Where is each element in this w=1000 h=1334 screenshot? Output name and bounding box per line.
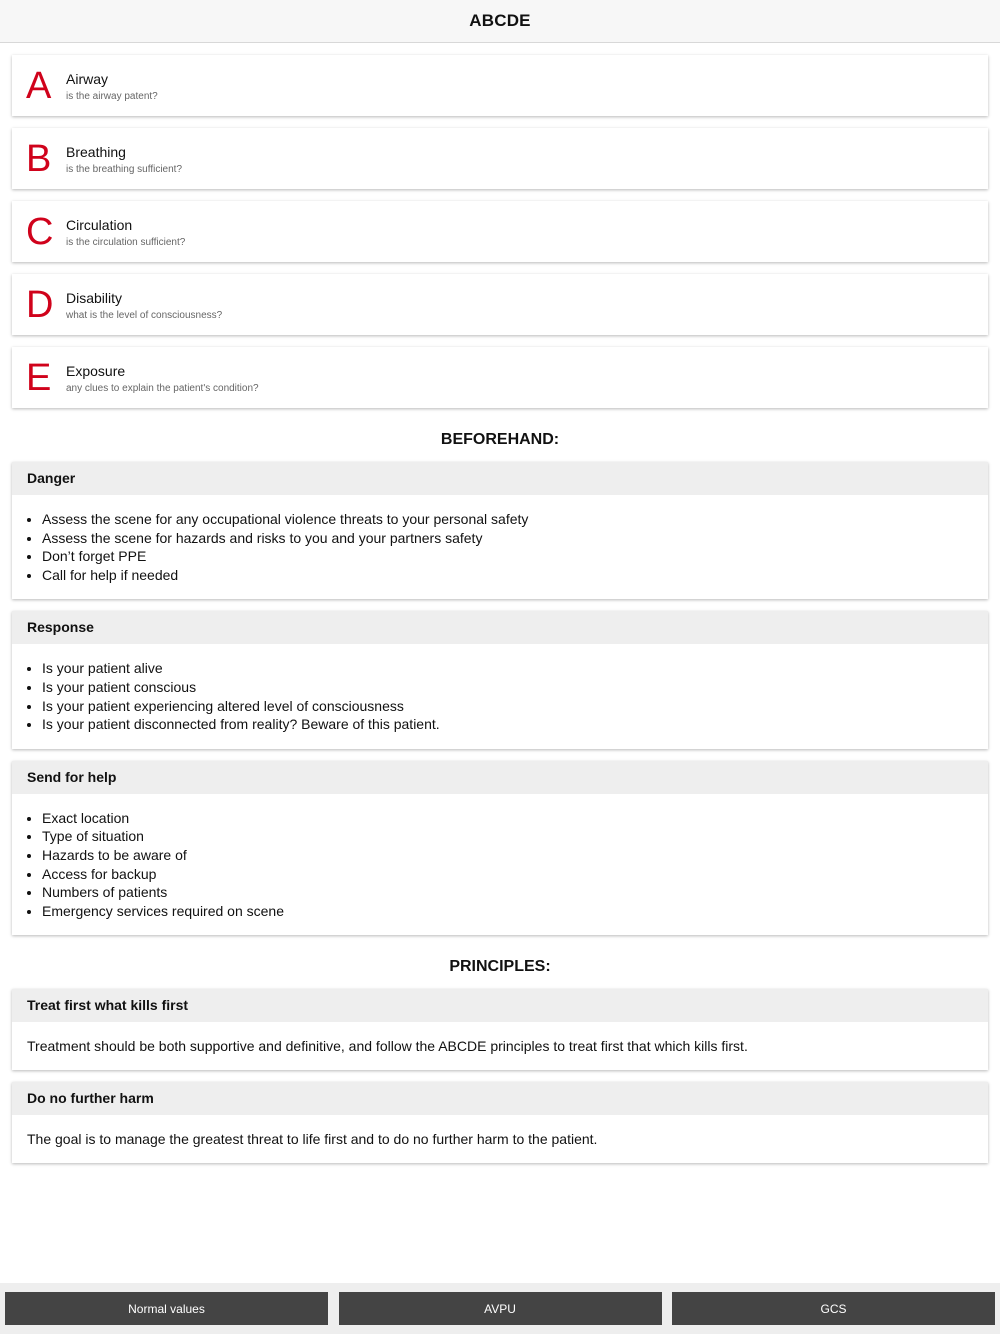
list-item: • Is your patient disconnected from reality? Beware of this patient. bbox=[42, 715, 988, 734]
list-item: • Is your patient alive bbox=[42, 659, 988, 678]
abcde-letter: D bbox=[26, 283, 54, 326]
abcde-description: is the breathing sufficient? bbox=[66, 164, 183, 175]
scroll-content[interactable] bbox=[12, 55, 988, 1175]
panel-danger bbox=[12, 462, 988, 599]
abcde-description: any clues to explain the patient's condition? bbox=[66, 383, 259, 394]
abcde-name: Circulation bbox=[66, 217, 133, 233]
abcde-card-disability[interactable] bbox=[12, 274, 988, 335]
list-item: • Numbers of patients bbox=[42, 883, 988, 902]
list-item: • Hazards to be aware of bbox=[42, 846, 988, 865]
abcde-description: is the airway patent? bbox=[66, 91, 158, 102]
list-item: • Is your patient experiencing altered level of consciousness bbox=[42, 697, 988, 716]
abcde-card-circulation[interactable] bbox=[12, 201, 988, 262]
abcde-card-exposure[interactable] bbox=[12, 347, 988, 408]
panel-title: Danger bbox=[12, 462, 988, 495]
abcde-description: is the circulation sufficient? bbox=[66, 237, 186, 248]
avpu-button[interactable]: AVPU bbox=[339, 1292, 662, 1325]
list-item: • Is your patient conscious bbox=[42, 678, 988, 697]
panel-list bbox=[12, 794, 988, 936]
abcde-letter: E bbox=[26, 356, 52, 399]
panel-text: The goal is to manage the greatest threat to life first and to do no further harm to the patient. bbox=[27, 1131, 598, 1148]
abcde-texts bbox=[66, 215, 185, 248]
panel-no-further-harm bbox=[12, 1082, 988, 1163]
bottom-toolbar bbox=[0, 1283, 1000, 1334]
navigation-bar bbox=[0, 0, 1000, 43]
list-item: • Exact location bbox=[42, 809, 988, 828]
list-item: • Emergency services required on scene bbox=[42, 902, 988, 921]
list-item: • Don’t forget PPE bbox=[42, 547, 988, 566]
panel-text: Treatment should be both supportive and definitive, and follow the ABCDE principles to treat first that which kills first. bbox=[27, 1038, 748, 1055]
abcde-name: Exposure bbox=[66, 363, 126, 379]
panel-title: Response bbox=[12, 611, 988, 644]
abcde-card-breathing[interactable] bbox=[12, 128, 988, 189]
abcde-texts bbox=[66, 288, 222, 321]
abcde-name: Disability bbox=[66, 290, 123, 306]
list-item: • Call for help if needed bbox=[42, 566, 988, 585]
panel-list bbox=[12, 644, 988, 748]
abcde-texts bbox=[66, 361, 259, 394]
abcde-name: Airway bbox=[66, 71, 109, 87]
abcde-letter: C bbox=[26, 210, 54, 253]
abcde-card-airway[interactable] bbox=[12, 55, 988, 116]
page-title: ABCDE bbox=[469, 11, 531, 30]
panel-send-for-help bbox=[12, 761, 988, 936]
abcde-letter: A bbox=[26, 64, 52, 107]
normal-values-button[interactable]: Normal values bbox=[5, 1292, 328, 1325]
beforehand-heading: BEFOREHAND: bbox=[440, 431, 560, 448]
list-item: • Access for backup bbox=[42, 865, 988, 884]
abcde-texts bbox=[66, 69, 158, 102]
gcs-button[interactable]: GCS bbox=[672, 1292, 995, 1325]
abcde-description: what is the level of consciousness? bbox=[66, 310, 223, 321]
principles-heading: PRINCIPLES: bbox=[449, 958, 551, 976]
panel-title: Treat first what kills first bbox=[12, 989, 988, 1022]
abcde-texts bbox=[66, 142, 182, 175]
panel-list bbox=[12, 495, 988, 599]
panel-title: Do no further harm bbox=[12, 1082, 988, 1115]
abcde-name: Breathing bbox=[66, 144, 126, 160]
panel-response bbox=[12, 611, 988, 748]
abcde-letter: B bbox=[26, 137, 52, 180]
list-item: • Assess the scene for hazards and risks to you and your partners safety bbox=[42, 529, 988, 548]
list-item: • Assess the scene for any occupational violence threats to your personal safety bbox=[42, 510, 988, 529]
panel-title: Send for help bbox=[12, 761, 988, 794]
list-item: • Type of situation bbox=[42, 827, 988, 846]
panel-treat-first bbox=[12, 989, 988, 1070]
